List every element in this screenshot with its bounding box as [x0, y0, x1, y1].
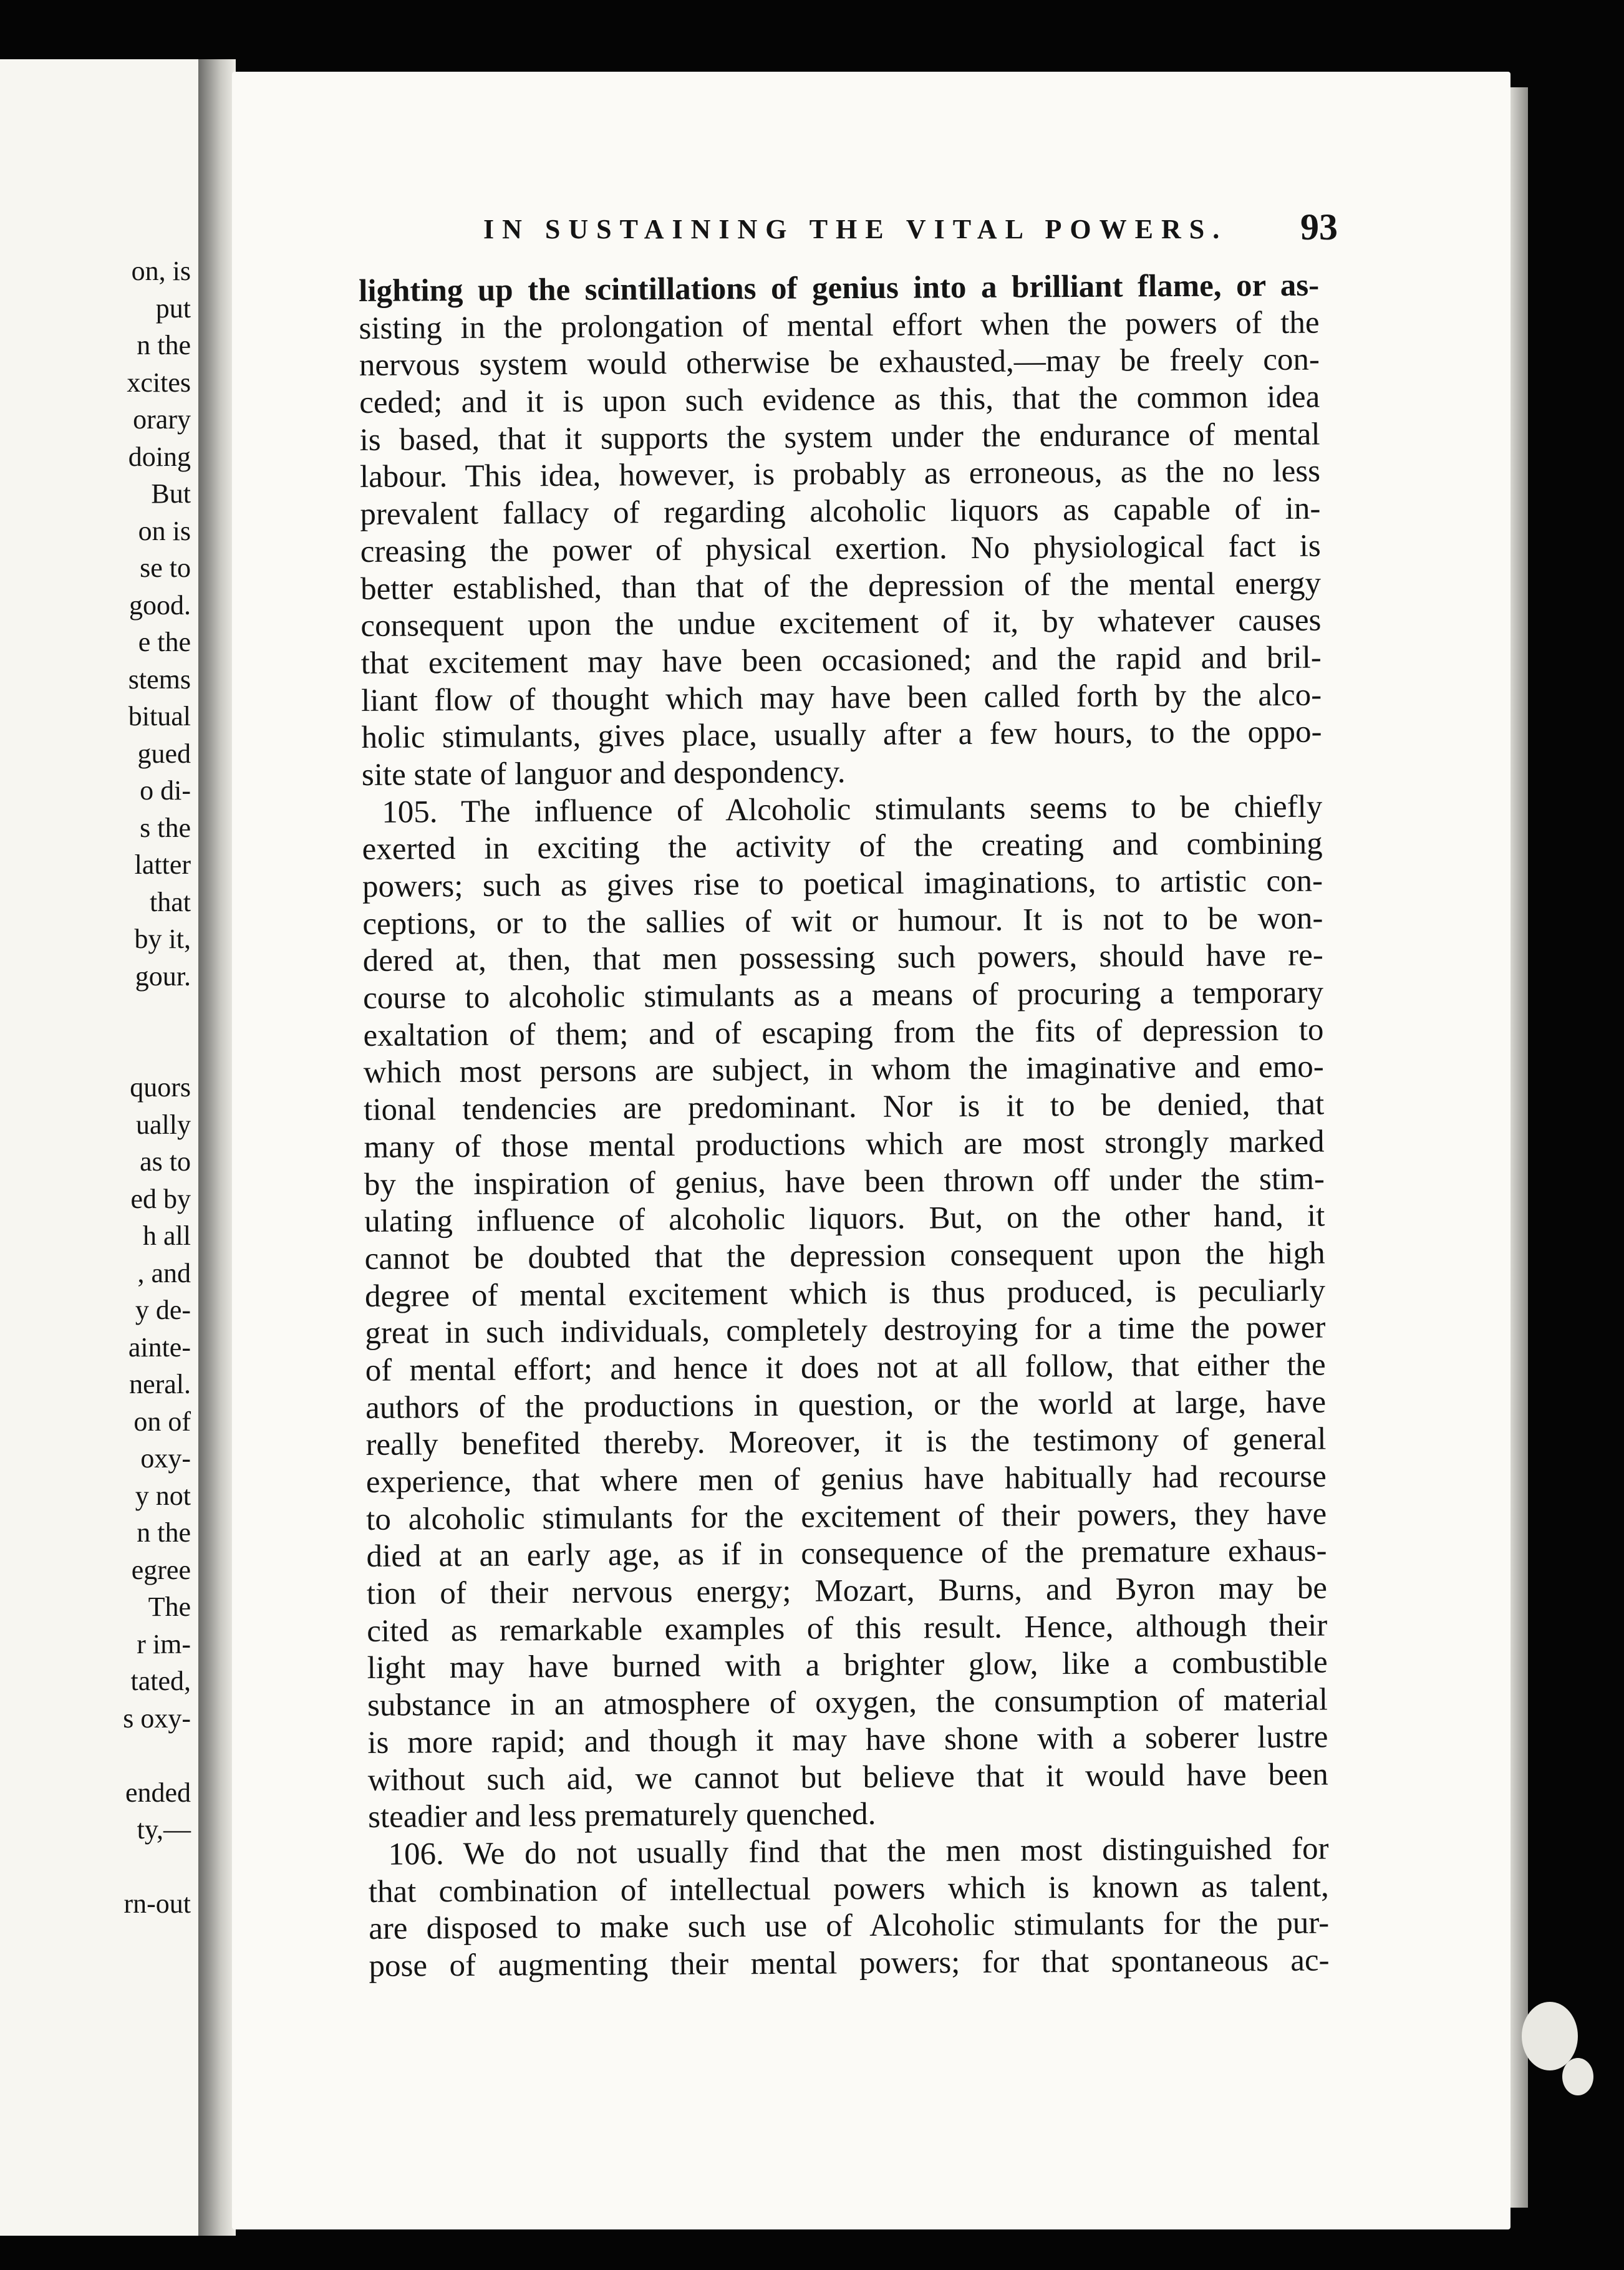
- text-line: died at an early age, as if in consequence of the premature exhaus-: [366, 1533, 1327, 1575]
- facing-page-line: [123, 1737, 191, 1774]
- facing-page-line: latter: [134, 849, 191, 880]
- text-line: by the inspiration of genius, have been thrown off under the stim-: [364, 1161, 1325, 1202]
- facing-page-line: [123, 995, 191, 1032]
- facing-page-line: gued: [137, 738, 191, 769]
- text-line: 106. We do not usually find that the men most distinguished for: [388, 1831, 1329, 1872]
- text-line: tion of their nervous energy; Mozart, Burns, and Byron may be: [366, 1570, 1328, 1612]
- text-line: nervous system would otherwise be exhausted,—may be freely con-: [359, 342, 1320, 384]
- facing-page-line: s oxy-: [123, 1702, 191, 1734]
- text-line: great in such individuals, completely destroying for a time the power: [365, 1310, 1326, 1351]
- facing-page-line: But: [151, 478, 191, 509]
- text-line: authors of the productions in question, or the world at large, have: [365, 1384, 1327, 1426]
- facing-page-line: ty,—: [137, 1814, 191, 1845]
- facing-page-line: ended: [125, 1777, 191, 1808]
- page-edge: [1510, 87, 1528, 2208]
- text-line: to alcoholic stimulants for the excitement of their powers, they have: [366, 1496, 1327, 1537]
- text-line: without such aid, we cannot but believe that it would have been: [367, 1757, 1328, 1798]
- facing-page-line: xcites: [127, 367, 191, 398]
- facing-page-line: The: [148, 1591, 191, 1622]
- facing-page-line: rn-out: [123, 1888, 191, 1919]
- facing-page-line: e the: [138, 627, 191, 657]
- text-line: that combination of intellectual powers which is known as talent,: [368, 1868, 1329, 1910]
- facing-page-line: neral.: [129, 1369, 191, 1399]
- text-line: which most persons are subject, in whom the imaginative and emo-: [363, 1050, 1324, 1091]
- facing-page-line: bitual: [128, 701, 191, 732]
- text-line: experience, that where men of genius have habitually had recourse: [365, 1459, 1327, 1500]
- page-number: 93: [1300, 206, 1338, 248]
- text-line: sisting in the prolongation of mental effort when the powers of the: [359, 305, 1320, 346]
- text-line: labour. This idea, however, is probably as erroneous, as the no less: [359, 454, 1321, 495]
- facing-page-line: on, is: [131, 256, 191, 286]
- text-line: dered at, then, that men possessing such powers, should have re-: [362, 937, 1323, 979]
- text-line: creasing the power of physical exertion. No physiological fact is: [360, 528, 1321, 569]
- text-line: are disposed to make such use of Alcoholic stimulants for the pur-: [369, 1905, 1330, 1947]
- text-line: holic stimulants, gives place, usually after a few hours, to the oppo-: [361, 714, 1322, 756]
- facing-page-line: stems: [128, 664, 191, 695]
- facing-page-line: h all: [143, 1220, 191, 1251]
- facing-page-line: s the: [140, 812, 191, 843]
- facing-page-line: on is: [138, 515, 191, 546]
- facing-page-line: egree: [131, 1554, 191, 1585]
- text-line: lighting up the scintillations of genius into a brilliant flame, or as-: [359, 268, 1320, 309]
- text-line: cited as remarkable examples of this result. Hence, although their: [367, 1608, 1328, 1649]
- running-head: IN SUSTAINING THE VITAL POWERS.: [483, 214, 1228, 244]
- facing-page-line: ed by: [130, 1183, 191, 1214]
- text-line: really benefited thereby. Moreover, it is the testimony of general: [365, 1421, 1327, 1463]
- text-line: better established, than that of the depression of the mental energy: [360, 566, 1322, 607]
- facing-page-line: gour.: [135, 960, 191, 992]
- book-gutter: [198, 59, 236, 2236]
- text-line: substance in an atmosphere of oxygen, the consumption of material: [367, 1682, 1328, 1724]
- text-line: 105. The influence of Alcoholic stimulants seems to be chiefly: [382, 789, 1323, 830]
- facing-page-line: r im-: [137, 1628, 191, 1659]
- text-line: is more rapid; and though it may have shone with a soberer lustre: [367, 1719, 1328, 1760]
- text-line: cannot be doubted that the depression consequent upon the high: [364, 1235, 1325, 1277]
- facing-page-line: o di-: [140, 775, 191, 806]
- text-line: steadier and less prematurely quenched.: [367, 1797, 876, 1835]
- facing-page-line: y de-: [135, 1295, 191, 1325]
- text-line: site state of languor and despondency.: [361, 755, 846, 793]
- facing-page-line: , and: [137, 1257, 191, 1288]
- facing-page-line: on of: [133, 1406, 191, 1437]
- facing-page-line: tated,: [130, 1666, 191, 1696]
- text-line: pose of augmenting their mental powers; for that spontaneous ac-: [369, 1943, 1330, 1984]
- text-line: ulating influence of alcoholic liquors. But, on the other hand, it: [364, 1198, 1325, 1240]
- text-line: ceptions, or to the sallies of wit or humour. It is not to be won-: [362, 901, 1323, 942]
- facing-page-line: that: [150, 886, 191, 917]
- facing-page-line: as to: [140, 1146, 191, 1177]
- facing-page-line: n the: [137, 330, 191, 360]
- text-line: ceded; and it is upon such evidence as this, that the common idea: [359, 379, 1320, 421]
- text-line: tional tendencies are predominant. Nor is it to be denied, that: [364, 1086, 1325, 1128]
- text-line: light may have burned with a brighter glow, like a combustible: [367, 1645, 1328, 1686]
- text-line: exaltation of them; and of escaping from the fits of depression to: [363, 1012, 1324, 1053]
- facing-page-fragment: [0, 59, 198, 2236]
- facing-page-line: orary: [133, 404, 191, 435]
- facing-page-line: ainte-: [128, 1331, 191, 1363]
- text-line: that excitement may have been occasioned; and the rapid and bril-: [360, 640, 1322, 681]
- facing-page-line: ually: [136, 1109, 191, 1140]
- facing-page-line: n the: [137, 1517, 191, 1548]
- text-line: exerted in exciting the activity of the creating and combining: [362, 826, 1323, 867]
- paper-damage-speck: [1562, 2058, 1593, 2095]
- text-line: course to alcoholic stimulants as a means of procuring a temporary: [362, 975, 1324, 1017]
- facing-page-text: [123, 253, 191, 1923]
- text-line: prevalent fallacy of regarding alcoholic liquors as capable of in-: [360, 491, 1321, 533]
- facing-page-line: se to: [140, 553, 191, 583]
- text-line: of mental effort; and hence it does not at all follow, that either the: [365, 1347, 1326, 1388]
- facing-page-line: y not: [135, 1480, 191, 1511]
- facing-page-line: put: [155, 292, 191, 324]
- text-line: powers; such as gives rise to poetical imaginations, to artistic con-: [362, 863, 1323, 904]
- page-body-text: [359, 268, 1330, 1986]
- text-line: liant flow of thought which may have been called forth by the alco-: [361, 677, 1322, 718]
- facing-page-line: [123, 1848, 191, 1886]
- facing-page-line: quors: [130, 1072, 191, 1103]
- text-line: many of those mental productions which are most strongly marked: [364, 1124, 1325, 1165]
- facing-page-line: [123, 1032, 191, 1070]
- text-line: is based, that it supports the system under the endurance of mental: [359, 417, 1320, 458]
- text-line: consequent upon the undue excitement of it, by whatever causes: [360, 602, 1322, 644]
- facing-page-line: doing: [128, 441, 191, 472]
- text-line: degree of mental excitement which is thus produced, is peculiarly: [364, 1273, 1326, 1314]
- facing-page-line: oxy-: [140, 1443, 191, 1474]
- facing-page-line: good.: [129, 589, 191, 621]
- facing-page-line: by it,: [134, 924, 191, 954]
